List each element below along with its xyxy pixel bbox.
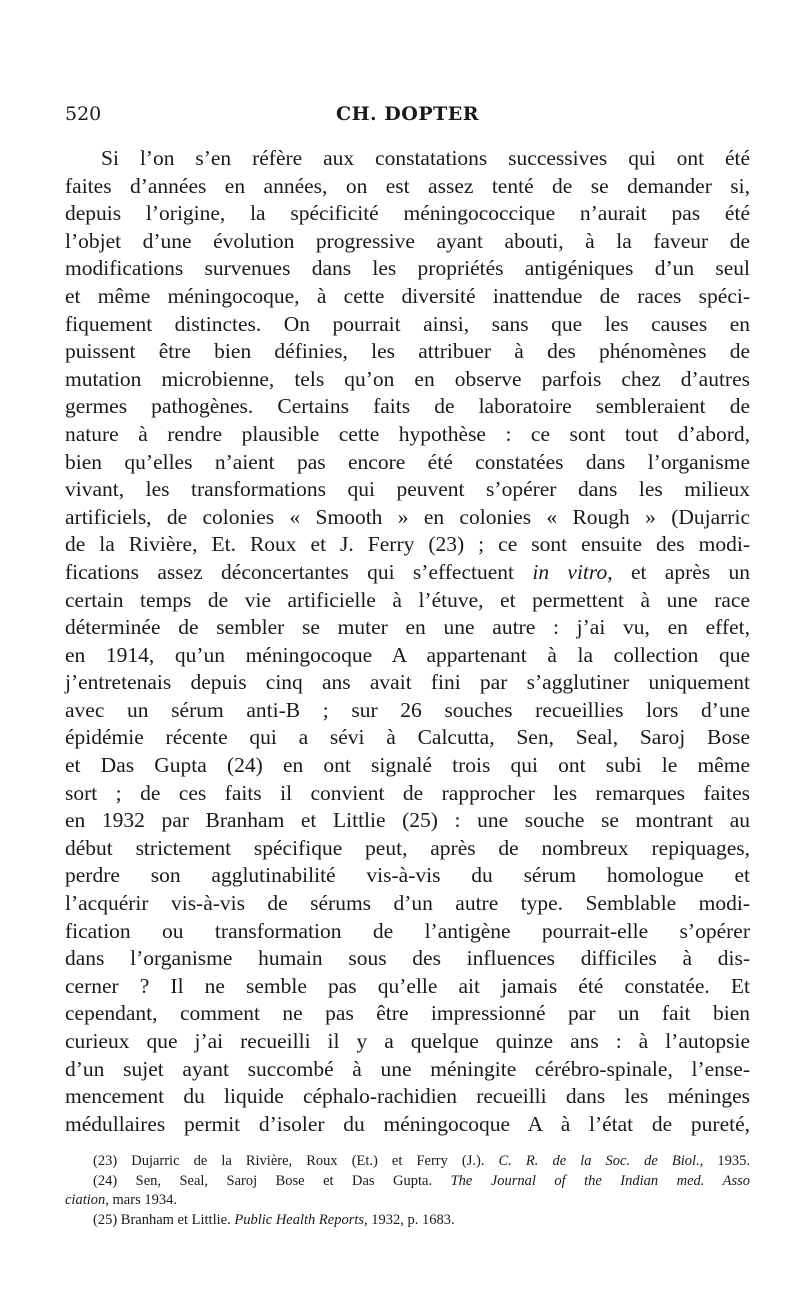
text-line: depuis l’origine, la spécificité méningococcique n’aurait pas été xyxy=(65,201,750,226)
text-line: l’acquérir vis-à-vis de sérums d’un autre type. Semblable modi- xyxy=(65,891,750,916)
text-line: Si l’on s’en réfère aux constatations successives qui ont été xyxy=(101,146,750,170)
text-line: mutation microbienne, tels qu’on en observe parfois chez d’autres xyxy=(65,366,750,391)
text-line: dans l’organisme humain sous des influences difficiles à dis- xyxy=(65,946,750,971)
text-line: déterminée de sembler se muter en une autre : j’ai vu, en effet, xyxy=(65,615,750,640)
text-line: avec un sérum anti-B ; sur 26 souches recueillies lors d’une xyxy=(65,697,750,722)
text-line: nature à rendre plausible cette hypothèse : ce sont tout d’abord, xyxy=(65,421,750,446)
text-line: modifications survenues dans les propriétés antigéniques d’un seul xyxy=(65,256,750,281)
italic-term: in vitro xyxy=(532,559,608,584)
text-line: début strictement spécifique peut, après de nombreux repiquages, xyxy=(65,835,750,860)
text-line: germes pathogènes. Certains faits de laboratoire sembleraient de xyxy=(65,394,750,419)
footnote-25 xyxy=(65,1211,750,1231)
footnote-text: (24) Sen, Seal, Saroj Bose et Das Gupta. xyxy=(93,1172,433,1189)
text-line: l’objet d’une évolution progressive ayant abouti, à la faveur de xyxy=(65,228,750,253)
text-line: médullaires permit d’isoler du méningocoque A à l’état de pureté, xyxy=(65,1111,750,1136)
text-line: fication ou transformation de l’antigène pourrait-elle s’opérer xyxy=(65,918,750,943)
text-line: artificiels, de colonies « Smooth » en colonies « Rough » (Dujarric xyxy=(65,504,750,529)
text-line: fiquement distinctes. On pourrait ainsi, sans que les causes en xyxy=(65,311,750,336)
footnote-text: , mars 1934. xyxy=(105,1192,177,1208)
text-line: puissent être bien définies, les attribuer à des phénomènes de xyxy=(65,339,750,364)
text-line: et même méningocoque, à cette diversité inattendue de races spéci- xyxy=(65,283,750,308)
text-line: vivant, les transformations qui peuvent s’opérer dans les milieux xyxy=(65,477,750,502)
text-line: de la Rivière, Et. Roux et J. Ferry (23) ; ce sont ensuite des modi- xyxy=(65,532,750,557)
text-line: certain temps de vie artificielle à l’étuve, et permettent à une race xyxy=(65,587,750,612)
text-line-with-italic xyxy=(65,559,750,587)
text-line: d’un sujet ayant succombé à une méningite cérébro-spinale, l’ense- xyxy=(65,1056,750,1081)
body-paragraph xyxy=(65,145,750,1138)
footnotes xyxy=(65,1152,750,1230)
footnote-23 xyxy=(65,1152,750,1172)
footnote-text: , 1935. xyxy=(699,1153,751,1169)
footnote-24-continued xyxy=(65,1191,750,1211)
footnote-text: , 1932, p. 1683. xyxy=(364,1211,455,1228)
footnote-text: (23) Dujarric de la Rivière, Roux (Et.) et Ferry (J.). xyxy=(93,1153,485,1169)
text-line: mencement du liquide céphalo-rachidien recueilli dans les méninges xyxy=(65,1084,750,1109)
text-line: curieux que j’ai recueilli il y a quelque quinze ans : à l’autopsie xyxy=(65,1029,750,1053)
text-line: faites d’années en années, on est assez tenté de se demander si, xyxy=(65,173,750,198)
text-segment: , et après un xyxy=(607,559,750,584)
page-number: 520 xyxy=(65,103,102,125)
text-line: épidémie récente qui a sévi à Calcutta, Sen, Seal, Saroj Bose xyxy=(65,725,750,750)
text-segment: fications assez déconcertantes qui s’effectuent xyxy=(65,559,515,584)
running-head: CH. DOPTER xyxy=(335,103,480,125)
footnote-journal: Public Health Reports xyxy=(234,1211,365,1228)
footnote-journal: The Journal of the Indian med. Asso xyxy=(450,1172,750,1189)
footnote-24 xyxy=(65,1172,750,1192)
text-line: bien qu’elles n’aient pas encore été constatées dans l’organisme xyxy=(65,449,750,474)
footnote-text: (25) Branham et Littlie. xyxy=(93,1211,231,1228)
text-line: cependant, comment ne pas être impressionné par un fait bien xyxy=(65,1001,750,1026)
footnote-journal: C. R. de la Soc. de Biol. xyxy=(498,1153,700,1169)
page-header xyxy=(65,103,750,133)
text-line: j’entretenais depuis cinq ans avait fini par s’agglutiner uniquement xyxy=(65,670,750,695)
text-line: cerner ? Il ne semble pas qu’elle ait jamais été constatée. Et xyxy=(65,973,750,998)
text-line: en 1932 par Branham et Littlie (25) : une souche se montrant au xyxy=(65,808,750,833)
text-line: en 1914, qu’un méningocoque A appartenant à la collection que xyxy=(65,642,750,667)
footnote-journal: ciation xyxy=(65,1192,106,1208)
text-line: sort ; de ces faits il convient de rapprocher les remarques faites xyxy=(65,780,750,805)
text-line: perdre son agglutinabilité vis-à-vis du sérum homologue et xyxy=(65,863,750,888)
text-line: et Das Gupta (24) en ont signalé trois qui ont subi le même xyxy=(65,753,750,778)
